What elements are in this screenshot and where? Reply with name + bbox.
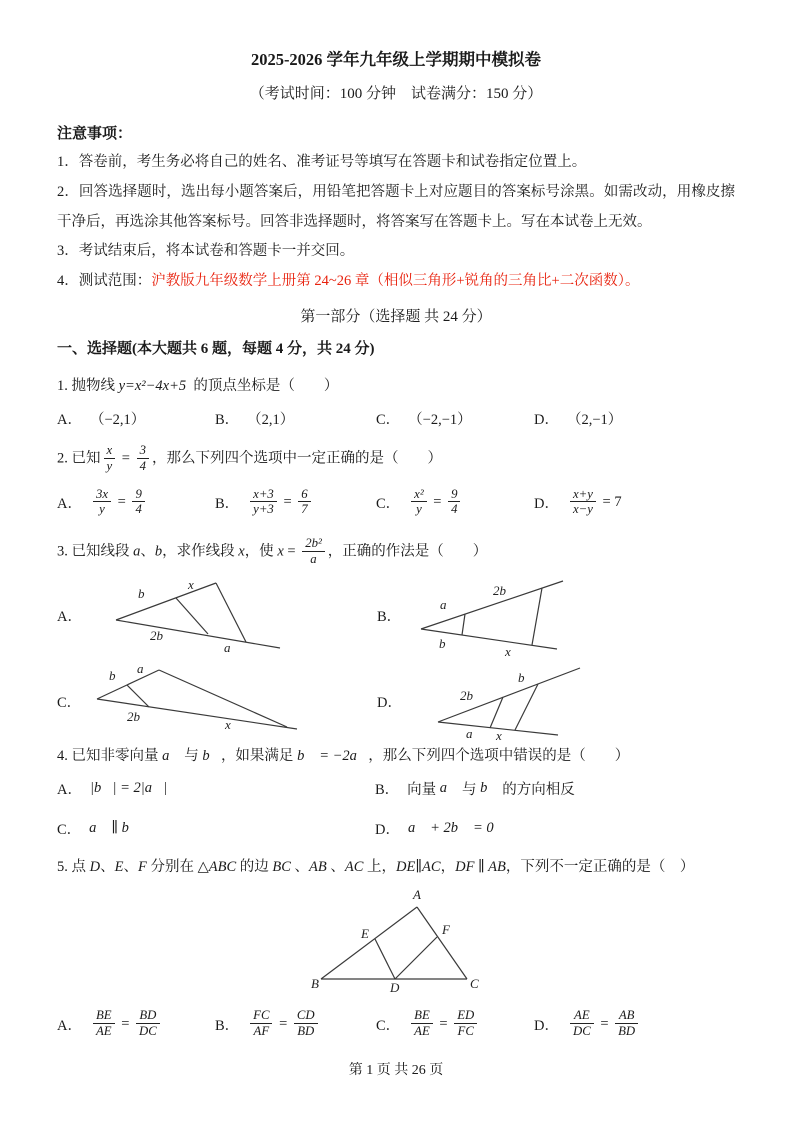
segment-label: 2b xyxy=(459,688,473,704)
q5-stem: 5. 点 D、E、F 分别在 △ABC 的边 BC 、AB 、AC 上，DE∥AC，DF ∥ AB，下列不一定正确的是（ ） xyxy=(57,858,695,875)
q3-figure-a-diagram xyxy=(88,576,288,656)
q3-figure-c-label: C． xyxy=(57,694,82,711)
q3-figures-row-2 xyxy=(57,662,735,740)
q3-figure-d-diagram xyxy=(408,662,593,740)
q4-stem: 4. 已知非零向量 a⃗ 与 b⃗，如果满足 b⃗ = −2a⃗，那么下列四个选项中错误的是（ ） xyxy=(57,748,630,765)
q4-option-c xyxy=(57,815,375,843)
option-label: B． xyxy=(375,782,400,799)
q5-triangle-figure xyxy=(311,885,481,998)
notice-item-2: 2．回答选择题时，选出每小题答案后，用铅笔把答题卡上对应题目的答案标号涂黑。如需改动，用橡皮擦干净后，再选涂其他答案标号。回答非选择题时，将答案写在答题卡上。写在本试卷上无效。 xyxy=(57,183,735,230)
q2-option-c xyxy=(376,481,534,525)
option-label: D． xyxy=(375,822,400,839)
segment-label: b xyxy=(137,585,145,601)
option-label: D． xyxy=(534,496,559,513)
option-label: A． xyxy=(57,411,82,428)
option-value: （−2,1） xyxy=(89,411,146,428)
vertex-label-a: A xyxy=(413,887,421,903)
q4-option-d xyxy=(375,815,735,843)
q2-option-d xyxy=(534,481,735,525)
q3-figure-a-label: A． xyxy=(57,609,82,626)
option-label: C． xyxy=(57,822,82,839)
q1-option-a xyxy=(57,404,215,432)
q5-option-b xyxy=(215,1002,376,1046)
option-label: A． xyxy=(57,782,82,799)
option-label: B． xyxy=(215,1017,240,1034)
q3-figure-b-label: B． xyxy=(377,609,402,626)
option-label: D． xyxy=(534,411,559,428)
option-label: C． xyxy=(376,496,401,513)
option-value: $\frac{x+y}{x-y}$ = 7 xyxy=(567,488,622,518)
segment-label: 2b xyxy=(149,627,163,643)
option-value: |b⃗| = 2|a⃗| xyxy=(89,780,168,797)
exam-time-score-line: （考试时间：100 分钟 试卷满分：150 分） xyxy=(249,85,543,102)
segment-label: b xyxy=(109,668,116,684)
page-number: 第 1 页 共 26 页 xyxy=(348,1063,444,1079)
segment-label: a xyxy=(465,726,473,741)
choice-section-heading: 一、选择题(本大题共 6 题，每题 4 分，共 24 分) xyxy=(57,341,375,358)
q4-option-a xyxy=(57,775,375,803)
segment-label: a xyxy=(440,597,447,613)
segment-label: x xyxy=(187,576,194,592)
part-one-title: 第一部分（选择题 共 24 分） xyxy=(300,308,492,325)
option-label: B． xyxy=(215,496,240,513)
notice-item-3: 3．考试结束后，将本试卷和答题卡一并交回。 xyxy=(57,243,355,260)
q2-options xyxy=(57,481,735,525)
option-value: （2,1） xyxy=(247,411,295,428)
segment-label: 2b xyxy=(493,583,507,599)
option-value: $\frac{3x}{y}$ = $\frac{9}{4}$ xyxy=(90,488,148,518)
segment-label: x xyxy=(495,728,502,741)
q3-figure-d-label: D． xyxy=(377,694,402,711)
notice-section xyxy=(57,121,735,297)
q5-option-c xyxy=(376,1002,534,1046)
q2-option-b xyxy=(215,481,376,525)
option-label: C． xyxy=(376,411,401,428)
notice-heading: 注意事项： xyxy=(57,126,133,143)
q3-figure-b-diagram xyxy=(407,573,572,658)
q4-option-b xyxy=(375,775,735,803)
q1-option-b xyxy=(215,404,376,432)
option-value: $\frac{FC}{AF}$ = $\frac{CD}{BD}$ xyxy=(247,1009,320,1039)
vertex-label-e: E xyxy=(361,926,369,942)
segment-label: x xyxy=(225,717,231,733)
vertex-label-c: C xyxy=(470,976,479,992)
option-label: D． xyxy=(534,1017,559,1034)
page-title: 2025-2026 学年九年级上学期期中模拟卷 xyxy=(250,50,542,69)
segment-label: b xyxy=(439,636,446,652)
q3-figure-c xyxy=(57,665,377,737)
option-label: A． xyxy=(57,1017,82,1034)
option-value: $\frac{\text{x²}}{y}$ = $\frac{9}{4}$ xyxy=(408,488,463,518)
option-value: $\frac{BE}{AE}$ = $\frac{BD}{DC}$ xyxy=(90,1009,163,1039)
segment-label: a xyxy=(137,665,144,677)
q5-option-a xyxy=(57,1002,215,1046)
test-scope-text: 沪教版九年级数学上册第 24~26 章（相似三角形+锐角的三角比+二次函数）。 xyxy=(151,273,640,290)
segment-label: 2b xyxy=(127,709,141,725)
option-value: a⃗ ∥ b⃗ xyxy=(89,820,141,837)
option-value: $\frac{BE}{AE}$ = $\frac{ED}{FC}$ xyxy=(408,1009,480,1039)
q1-option-d xyxy=(534,404,735,432)
option-value: （2,−1） xyxy=(566,411,623,428)
option-label: C． xyxy=(376,1017,401,1034)
q5-triangle-diagram xyxy=(311,885,481,993)
notice-item-1: 1．答卷前，考生务必将自己的姓名、准考证号等填写在答题卡和试卷指定位置上。 xyxy=(57,154,587,171)
q4-options-row-2 xyxy=(57,815,735,843)
notice-item-4 xyxy=(57,267,735,297)
segment-label: b xyxy=(517,670,525,686)
segment-label: a xyxy=(223,639,231,655)
option-value: a⃗ + 2b⃗ = 0 xyxy=(407,820,494,837)
vertex-label-b: B xyxy=(311,976,319,992)
q2-stem: 2. 已知 $\frac{x}{y}$ = $\frac{3}{4}$ ，那么下列四个选项中一定正确的是（ ） xyxy=(57,443,442,474)
q3-figure-d xyxy=(377,662,593,740)
q1-option-c xyxy=(376,404,534,432)
notice-item-4-label: 4．测试范围： xyxy=(57,273,152,290)
option-label: B． xyxy=(215,411,240,428)
q5-option-d xyxy=(534,1002,735,1046)
q1-options xyxy=(57,404,735,432)
q3-figures-row-1 xyxy=(57,573,735,658)
option-value: $\frac{AE}{DC}$ = $\frac{AB}{BD}$ xyxy=(567,1009,641,1039)
q3-figure-b xyxy=(377,573,572,658)
q5-options xyxy=(57,1002,735,1046)
q3-figure-a xyxy=(57,576,377,656)
option-value: （−2,−1） xyxy=(408,411,472,428)
option-value: $\frac{x+3}{y+3}$ = $\frac{6}{7}$ xyxy=(247,488,313,518)
vertex-label-f: F xyxy=(442,922,450,938)
q3-stem: 3. 已知线段 a、b，求作线段 x，使 x = $\frac{\text{2b²}}{a}$ ，正确的作法是（ ） xyxy=(57,535,488,566)
option-label: A． xyxy=(57,496,82,513)
option-value: 向量 a⃗ 与 b⃗ 的方向相反 xyxy=(407,780,575,799)
q4-options-row-1 xyxy=(57,775,735,803)
vertex-label-d: D xyxy=(390,980,400,994)
segment-label: x xyxy=(505,644,511,659)
q2-option-a xyxy=(57,481,215,525)
q1-stem: 1. 抛物线 y=x²−4x+5 的顶点坐标是（ ） xyxy=(57,377,339,394)
q3-figure-c-diagram xyxy=(87,665,302,737)
